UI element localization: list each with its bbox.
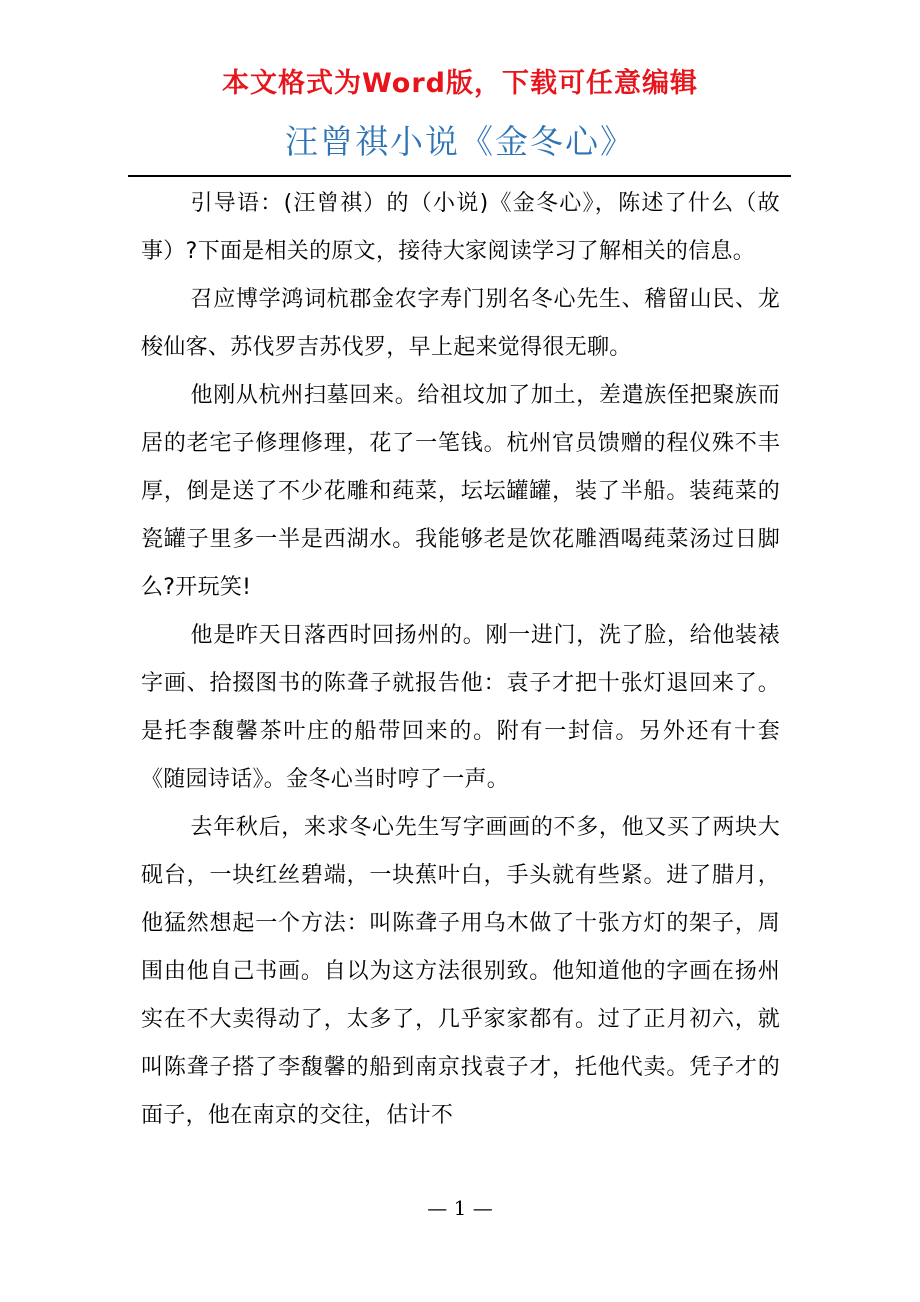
article-title: 汪曾祺小说《金冬心》 bbox=[285, 122, 635, 161]
paragraph-2: 他刚从杭州扫墓回来。给祖坟加了加土，差遣族侄把聚族而居的老宅子修理修理，花了一笔钱。杭州官员馈赠的程仪殊不丰厚，倒是送了不少花雕和莼菜，坛坛罐罐，装了半船。装莼菜的瓷罐子里多一半是西湖水。我能够老是饮花雕酒喝莼菜汤过日脚么?开玩笑! bbox=[141, 383, 780, 600]
paragraph-1: 召应博学鸿词杭郡金农字寿门别名冬心先生、稽留山民、龙梭仙客、苏伐罗吉苏伐罗，早上起来觉得很无聊。 bbox=[141, 287, 780, 360]
paragraph-3: 他是昨天日落西时回扬州的。刚一进门，洗了脸，给他装裱字画、拾掇图书的陈聋子就报告他：袁子才把十张灯退回来了。是托李馥馨茶叶庄的船带回来的。附有一封信。另外还有十套《随园诗话》。金冬心当时哼了一声。 bbox=[141, 623, 780, 792]
page-number: — 1 — bbox=[427, 1196, 493, 1220]
title-divider bbox=[128, 175, 791, 177]
paragraph-intro: 引导语：(汪曾祺）的（小说)《金冬心》，陈述了什么（故事）?下面是相关的原文，接待大家阅读学习了解相关的信息。 bbox=[141, 191, 780, 264]
format-notice: 本文格式为Word版，下载可任意编辑 bbox=[221, 68, 698, 99]
article-body bbox=[141, 180, 780, 1140]
paragraph-4: 去年秋后，来求冬心先生写字画画的不多，他又买了两块大砚台，一块红丝碧端，一块蕉叶白，手头就有些紧。进了腊月，他猛然想起一个方法：叫陈聋子用乌木做了十张方灯的架子，周围由他自己书画。自以为这方法很别致。他知道他的字画在扬州实在不大卖得动了，太多了，几乎家家都有。过了正月初六，就叫陈聋子搭了李馥馨的船到南京找袁子才，托他代卖。凭子才的面子，他在南京的交往，估计不 bbox=[141, 815, 780, 1128]
